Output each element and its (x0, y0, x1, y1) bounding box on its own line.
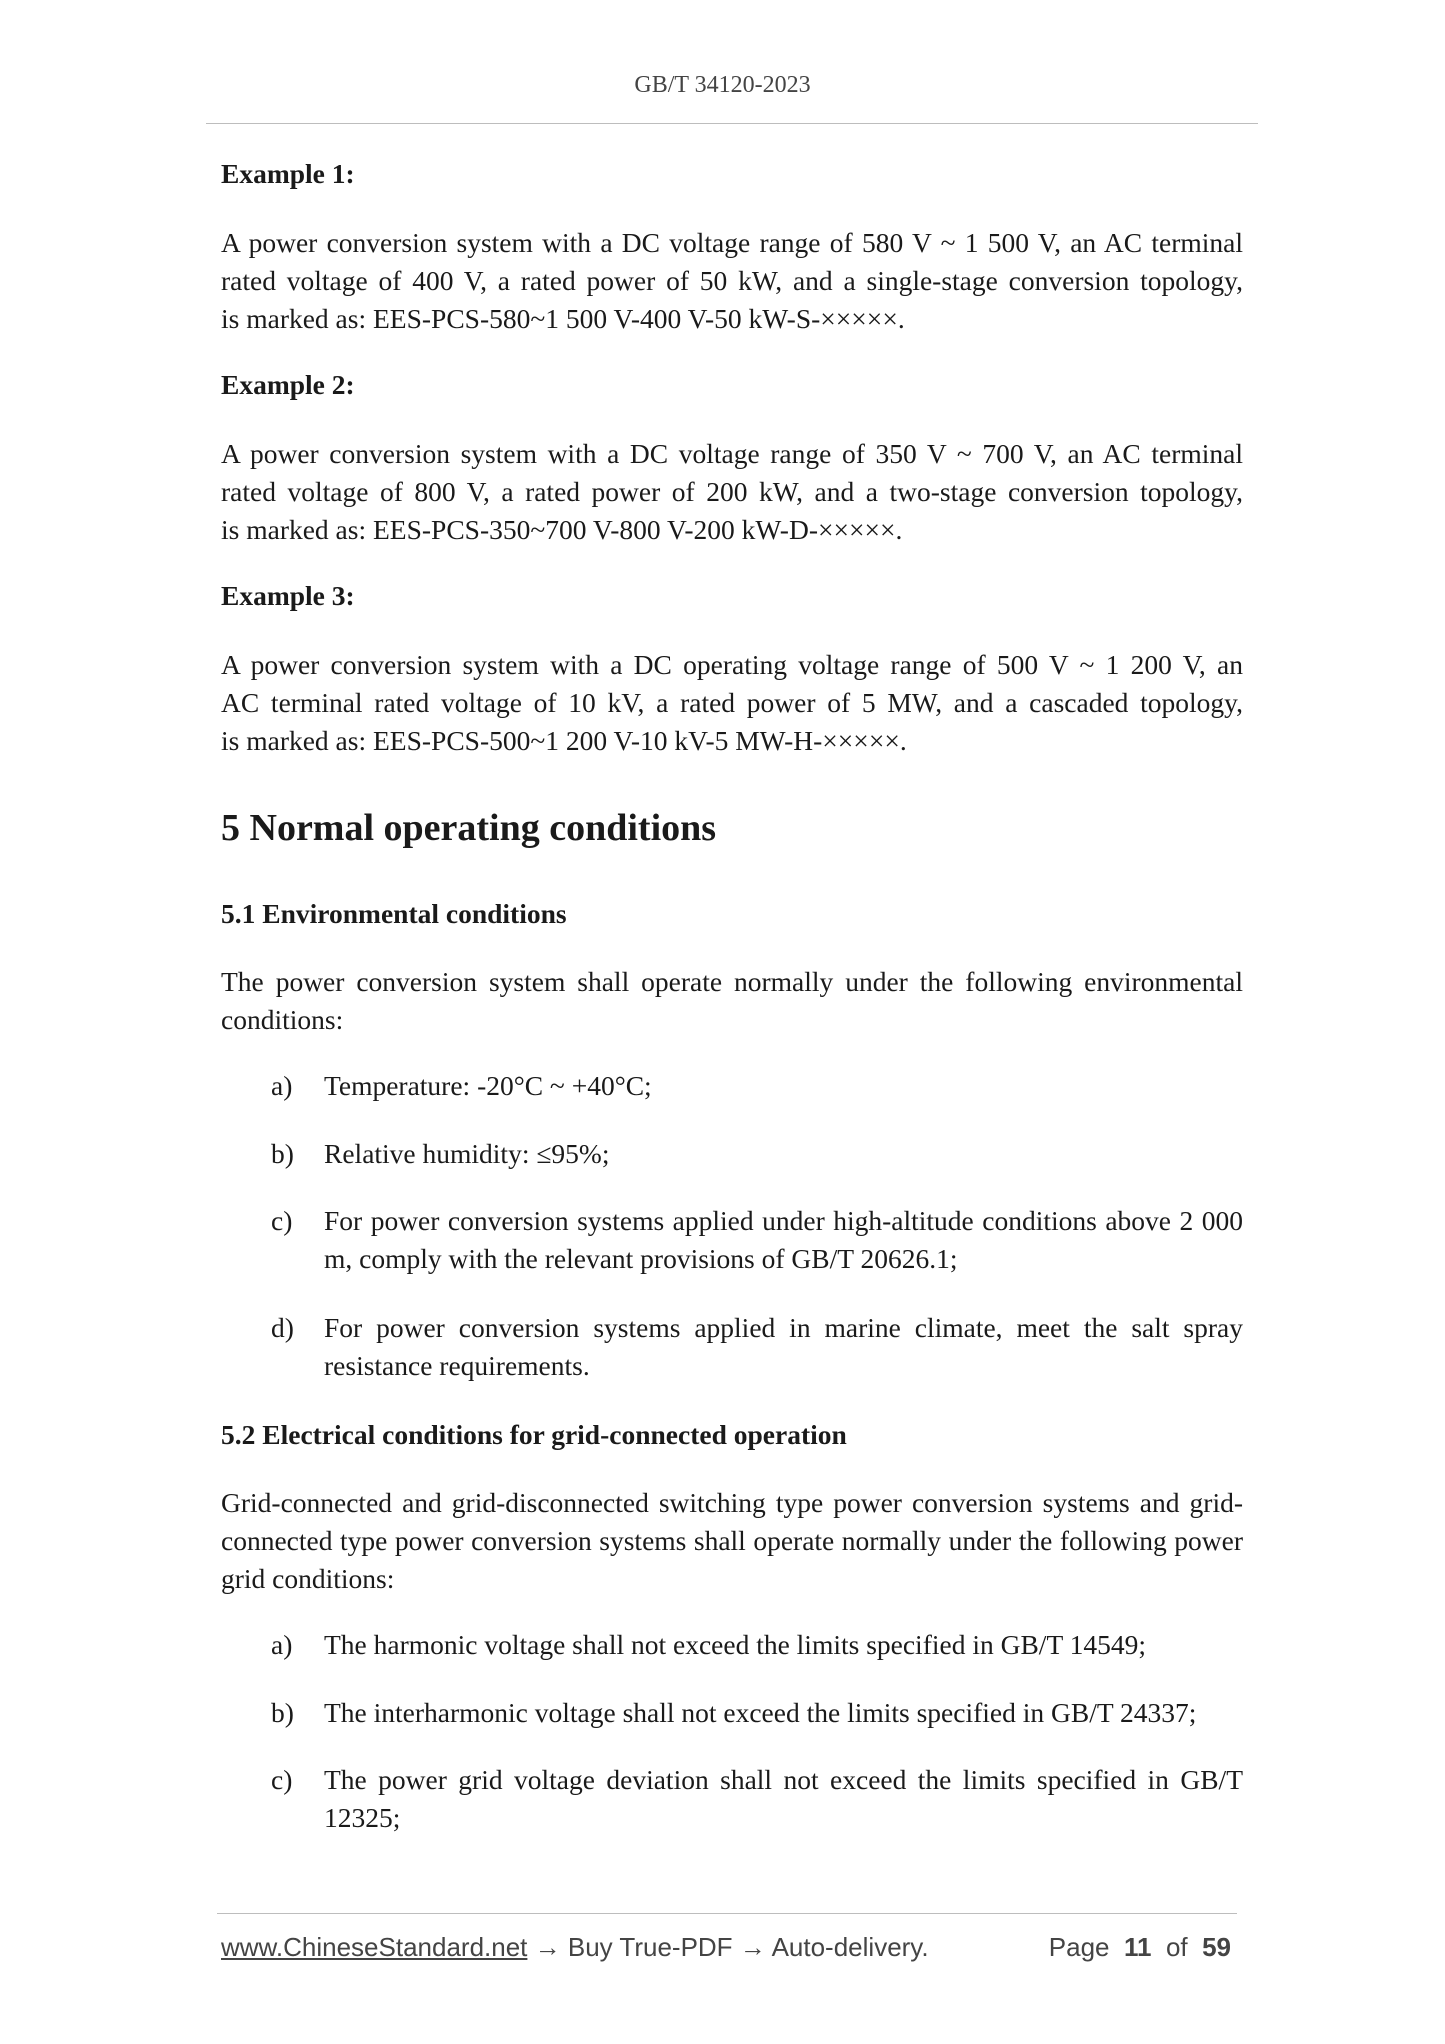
list-marker: a) (271, 1070, 293, 1101)
promo-text: → Buy True-PDF → Auto-delivery. (527, 1932, 929, 1962)
section-5-2-heading: 5.2 Electrical conditions for grid-connected operation (221, 1419, 847, 1450)
example-3-line: A power conversion system with a DC operating voltage range of 500 V ~ 1 200 V, an (221, 649, 1243, 680)
example-1-body (221, 224, 1243, 338)
list-marker: c) (271, 1764, 293, 1795)
list-text: Relative humidity: ≤95%; (324, 1138, 610, 1169)
list-item (271, 1067, 1243, 1105)
example-3-line: is marked as: EES-PCS-500~1 200 V-10 kV-5 MW-H-×××××. (221, 725, 907, 756)
list-item (271, 1761, 1243, 1837)
section-5-1-heading: 5.1 Environmental conditions (221, 898, 567, 929)
list-marker: a) (271, 1629, 293, 1660)
list-item (271, 1626, 1243, 1664)
section-5-heading: 5 Normal operating conditions (221, 807, 717, 849)
list-text: The harmonic voltage shall not exceed the limits specified in GB/T 14549; (324, 1629, 1147, 1660)
example-2-label: Example 2: (221, 369, 355, 400)
list-item (271, 1309, 1243, 1385)
page-counter (1049, 1932, 1231, 1963)
example-2-line: A power conversion system with a DC voltage range of 350 V ~ 700 V, an AC terminal (221, 438, 1243, 469)
list-marker: d) (271, 1312, 294, 1343)
example-3-body (221, 646, 1243, 760)
running-header: GB/T 34120-2023 (634, 72, 811, 98)
page-word: Page (1048, 1932, 1110, 1962)
example-2-line: rated voltage of 800 V, a rated power of 200 kW, and a two-stage conversion topology, (221, 476, 1243, 507)
footer-divider (217, 1913, 1237, 1914)
section-5-2-intro: Grid-connected and grid-disconnected switching type power conversion systems and grid-connected type power conversion systems shall operate normally under the following power grid conditions: (221, 1487, 1243, 1594)
list-text: For power conversion systems applied in marine climate, meet the salt spray resistance requirements. (324, 1312, 1243, 1381)
list-marker: c) (271, 1205, 293, 1236)
list-text: The interharmonic voltage shall not exceed the limits specified in GB/T 24337; (324, 1697, 1197, 1728)
list-marker: b) (271, 1138, 294, 1169)
page-number: 11 (1123, 1932, 1152, 1962)
of-word: of (1165, 1932, 1188, 1962)
header-divider (206, 123, 1258, 124)
page-footer (221, 1932, 1231, 1966)
list-text: Temperature: -20°C ~ +40°C; (324, 1070, 652, 1101)
example-1-line: rated voltage of 400 V, a rated power of 50 kW, and a single-stage conversion topology, (221, 265, 1243, 296)
example-3-label: Example 3: (221, 580, 355, 611)
site-link[interactable]: www.ChineseStandard.net (221, 1932, 528, 1962)
list-item (271, 1694, 1243, 1732)
example-1-line: is marked as: EES-PCS-580~1 500 V-400 V-50 kW-S-×××××. (221, 303, 905, 334)
list-item (271, 1135, 1243, 1173)
page-total: 59 (1202, 1932, 1231, 1962)
example-3-line: AC terminal rated voltage of 10 kV, a rated power of 5 MW, and a cascaded topology, (221, 687, 1243, 718)
list-text: The power grid voltage deviation shall not exceed the limits specified in GB/T 12325; (324, 1764, 1243, 1833)
footer-promo (221, 1932, 929, 1963)
example-2-body (221, 435, 1243, 549)
example-1-line: A power conversion system with a DC voltage range of 580 V ~ 1 500 V, an AC terminal (221, 227, 1243, 258)
list-text: For power conversion systems applied under high-altitude conditions above 2 000 m, comply with the relevant provisions of GB/T 20626.1; (324, 1205, 1243, 1274)
example-1-label: Example 1: (221, 158, 355, 189)
section-5-1-intro: The power conversion system shall operate normally under the following environmental conditions: (221, 966, 1243, 1035)
example-2-line: is marked as: EES-PCS-350~700 V-800 V-200 kW-D-×××××. (221, 514, 903, 545)
list-item (271, 1202, 1243, 1278)
list-marker: b) (271, 1697, 294, 1728)
